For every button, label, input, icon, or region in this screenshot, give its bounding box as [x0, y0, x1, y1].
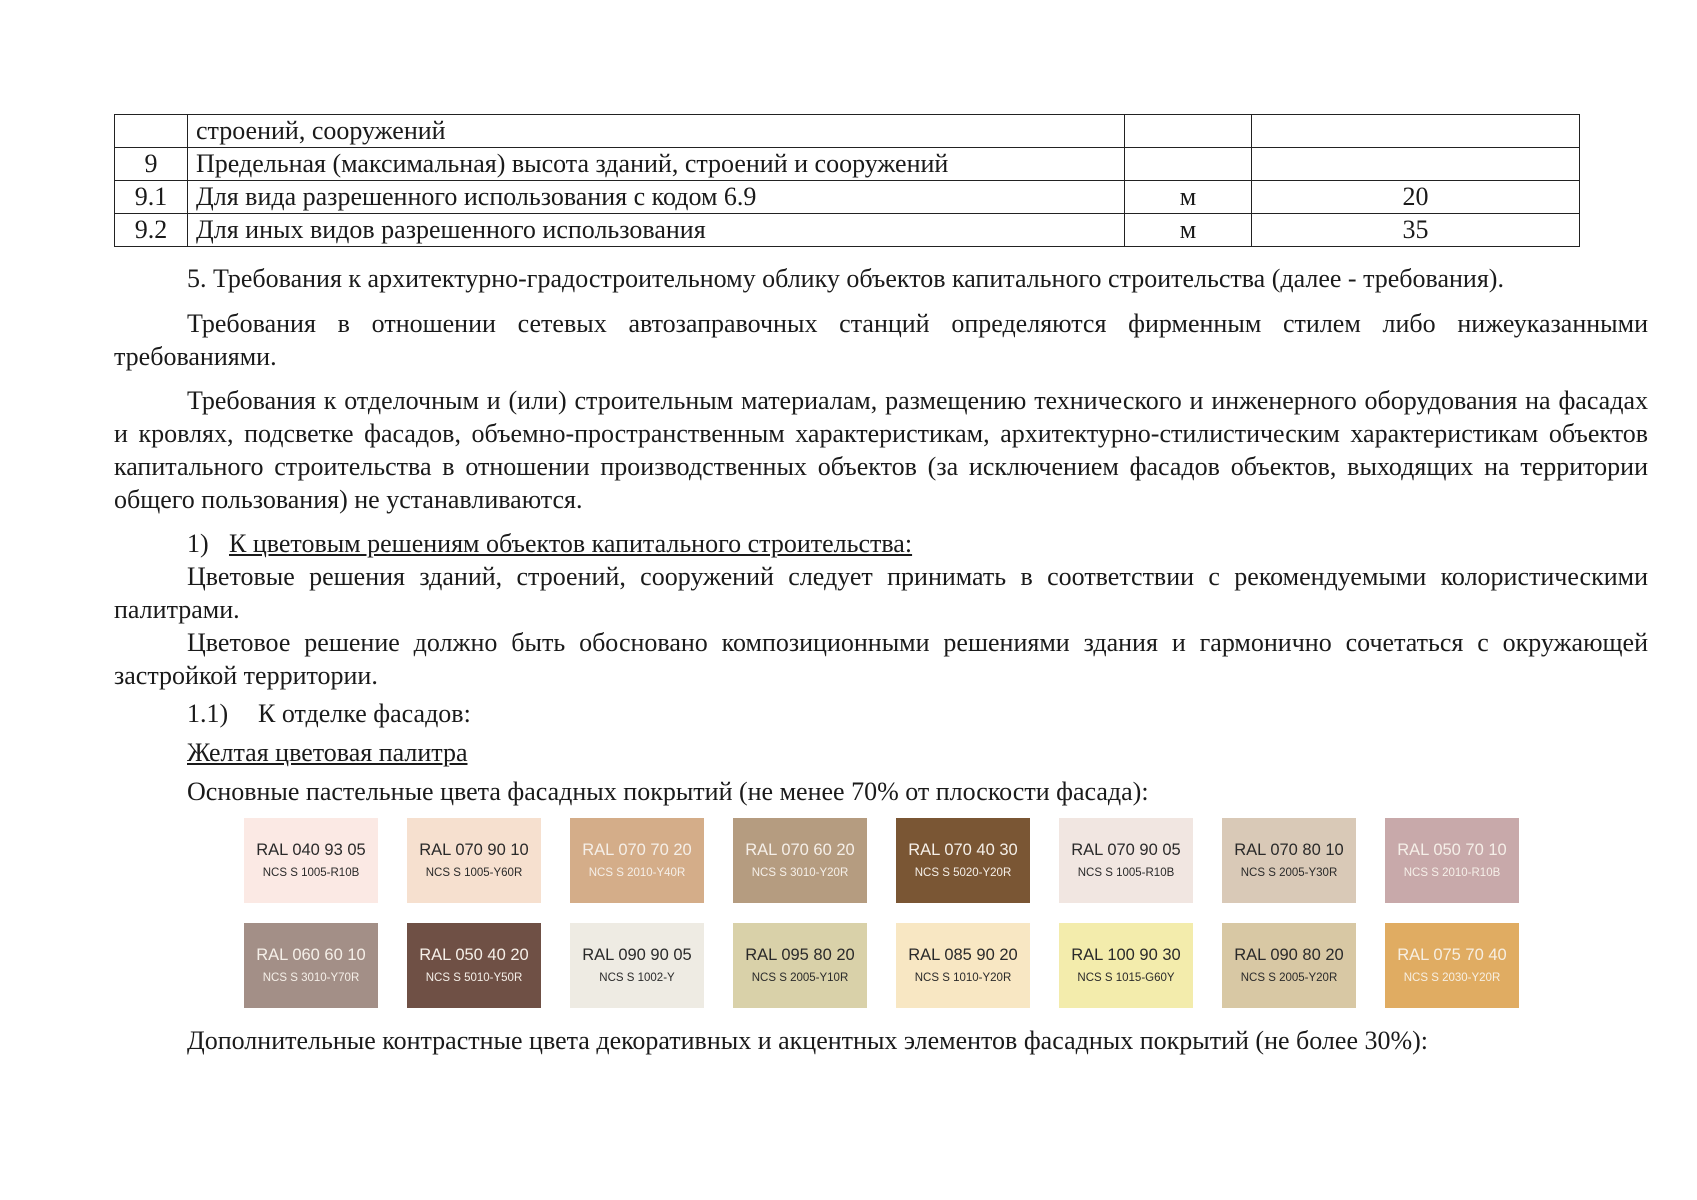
ncs-code: NCS S 3010-Y20R	[751, 867, 849, 879]
gas-stations-paragraph: Требования в отношении сетевых автозаправочных станций определяются фирменным стилем либо нижеуказанными требованиями.	[114, 309, 1648, 371]
table-row	[115, 181, 1580, 214]
ral-code: RAL 050 70 10	[1397, 841, 1507, 859]
row-text: Предельная (максимальная) высота зданий, строений и сооружений	[188, 148, 1125, 181]
row-value	[1252, 148, 1580, 181]
ral-code: RAL 070 90 10	[419, 841, 529, 859]
main-colors-caption: Основные пастельные цвета фасадных покрытий (не менее 70% от плоскости фасада):	[187, 777, 1149, 806]
row-unit: м	[1125, 181, 1252, 214]
ncs-code: NCS S 1005-R10B	[262, 867, 360, 879]
ral-code: RAL 060 60 10	[256, 946, 366, 964]
ral-code: RAL 050 40 20	[419, 946, 529, 964]
row-text: строений, сооружений	[188, 115, 1125, 148]
ncs-code: NCS S 2010-Y40R	[588, 867, 686, 879]
ral-code: RAL 070 80 10	[1234, 841, 1344, 859]
color-swatch	[407, 818, 541, 903]
row-number: 9	[115, 148, 188, 181]
color-swatch	[570, 923, 704, 1008]
color-justification-paragraph: Цветовое решение должно быть обосновано композиционными решениями здания и гармонично сочетаться с окружающей застройкой территории.	[114, 628, 1648, 690]
color-swatch	[1385, 923, 1519, 1008]
color-swatch	[1385, 818, 1519, 903]
row-text: Для иных видов разрешенного использования	[188, 214, 1125, 247]
color-swatch	[1222, 818, 1356, 903]
ncs-code: NCS S 5020-Y20R	[914, 867, 1012, 879]
ncs-code: NCS S 3010-Y70R	[262, 972, 360, 984]
row-text: Для вида разрешенного использования с кодом 6.9	[188, 181, 1125, 214]
ncs-code: NCS S 2005-Y20R	[1240, 972, 1338, 984]
ral-code: RAL 070 90 05	[1071, 841, 1181, 859]
ral-code: RAL 100 90 30	[1071, 946, 1181, 964]
ncs-code: NCS S 1005-R10B	[1077, 867, 1175, 879]
ral-code: RAL 085 90 20	[908, 946, 1018, 964]
color-swatch	[733, 818, 867, 903]
color-swatch	[1222, 923, 1356, 1008]
row-unit	[1125, 148, 1252, 181]
color-swatch	[896, 923, 1030, 1008]
ncs-code: NCS S 2005-Y30R	[1240, 867, 1338, 879]
ral-code: RAL 090 90 05	[582, 946, 692, 964]
color-swatch-grid	[244, 818, 1520, 1010]
color-swatch	[244, 923, 378, 1008]
ncs-code: NCS S 1010-Y20R	[914, 972, 1012, 984]
parameters-table	[114, 114, 1580, 247]
row-unit	[1125, 115, 1252, 148]
row-number	[115, 115, 188, 148]
ral-code: RAL 075 70 40	[1397, 946, 1507, 964]
ncs-code: NCS S 2030-Y20R	[1403, 972, 1501, 984]
row-number: 9.1	[115, 181, 188, 214]
color-swatch	[896, 818, 1030, 903]
item-1-1-title: К отделке фасадов:	[258, 699, 471, 728]
color-solutions-paragraph: Цветовые решения зданий, строений, сооружений следует принимать в соответствии с рекомендуемыми колористическими палитрами.	[114, 562, 1648, 624]
row-number: 9.2	[115, 214, 188, 247]
color-swatch	[407, 923, 541, 1008]
ral-code: RAL 090 80 20	[1234, 946, 1344, 964]
table-row	[115, 214, 1580, 247]
ncs-code: NCS S 2005-Y10R	[751, 972, 849, 984]
ncs-code: NCS S 1002-Y	[599, 972, 675, 984]
ral-code: RAL 070 40 30	[908, 841, 1018, 859]
row-unit: м	[1125, 214, 1252, 247]
color-swatch	[733, 923, 867, 1008]
item-1-title: К цветовым решениям объектов капитального строительства:	[229, 529, 913, 558]
ral-code: RAL 095 80 20	[745, 946, 855, 964]
color-swatch	[570, 818, 704, 903]
ncs-code: NCS S 5010-Y50R	[425, 972, 523, 984]
row-value: 35	[1252, 214, 1580, 247]
table-row	[115, 115, 1580, 148]
ral-code: RAL 040 93 05	[256, 841, 366, 859]
color-swatch	[244, 818, 378, 903]
ncs-code: NCS S 1005-Y60R	[425, 867, 523, 879]
table-row	[115, 148, 1580, 181]
palette-title: Желтая цветовая палитра	[187, 738, 468, 767]
color-swatch	[1059, 818, 1193, 903]
ral-code: RAL 070 60 20	[745, 841, 855, 859]
extra-colors-caption: Дополнительные контрастные цвета декоративных и акцентных элементов фасадных покрытий (не более 30%):	[187, 1026, 1429, 1055]
ncs-code: NCS S 1015-G60Y	[1077, 972, 1175, 984]
row-value: 20	[1252, 181, 1580, 214]
item-1-number: 1)	[187, 529, 209, 558]
materials-paragraph: Требования к отделочным и (или) строительным материалам, размещению технического и инженерного оборудования на фасадах и кровлях, подсветке фасадов, объемно-пространственным характеристикам, архитектурно-стилистическим характеристикам объектов капитального строительства в отношении производственных объектов (за исключением фасадов объектов, выходящих на территории общего пользования) не устанавливаются.	[114, 386, 1648, 514]
ral-code: RAL 070 70 20	[582, 841, 692, 859]
section-5-heading: 5. Требования к архитектурно-градостроительному облику объектов капитального строительства (далее - требования).	[187, 264, 1504, 293]
row-value	[1252, 115, 1580, 148]
ncs-code: NCS S 2010-R10B	[1403, 867, 1501, 879]
item-1-1-number: 1.1)	[187, 699, 229, 728]
color-swatch	[1059, 923, 1193, 1008]
